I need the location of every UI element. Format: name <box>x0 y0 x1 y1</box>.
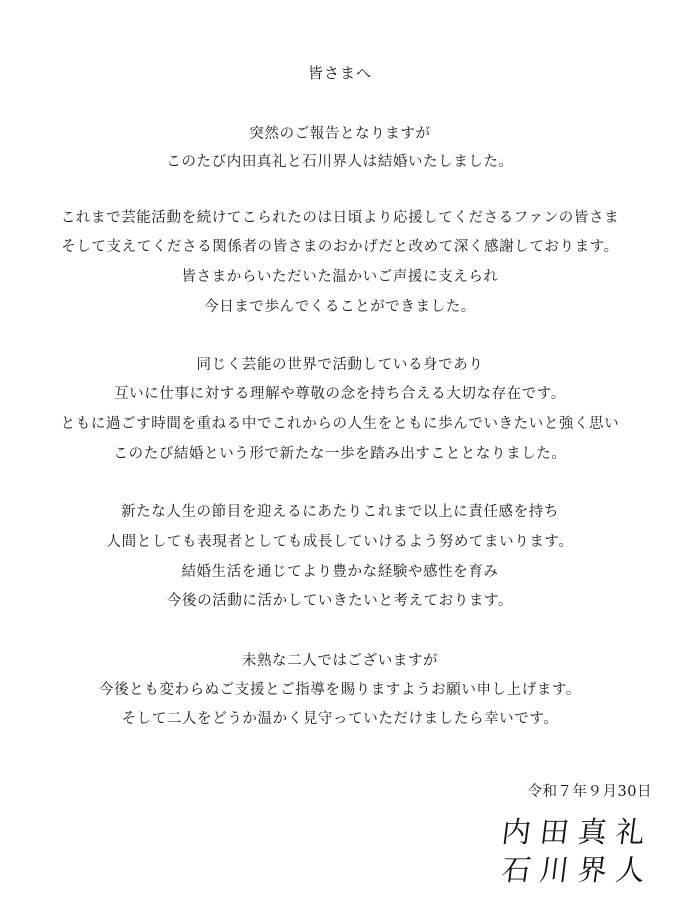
letter-line: 新たな人生の節目を迎えるにあたりこれまで以上に責任感を持ち <box>121 504 559 520</box>
letter-line: 今後とも変わらぬご支援とご指導を賜りますようお願い申し上げます。 <box>98 682 582 698</box>
letter-line: ともに過ごす時間を重ねる中でこれからの人生をともに歩んでいきたいと強く思い <box>60 416 620 432</box>
letter-line: 未熟な二人ではございますが <box>241 653 439 669</box>
letter-line: このたび内田真礼と石川界人は結婚いたしました。 <box>166 154 514 170</box>
letter-line: 互いに仕事に対する理解や尊敬の念を持ち合える大切な存在です。 <box>114 386 566 402</box>
letter-line: そして二人をどうか温かく見守っていただけましたら幸いです。 <box>121 711 559 727</box>
letter-line: 人間としても表現者としても成長していけるよう努めてまいります。 <box>106 534 574 550</box>
letter-line: これまで芸能活動を続けてこられたのは日頃より応援してくださるファンの皆さま <box>60 210 620 226</box>
letter-line: 皆さまからいただいた温かいご声援に支えられ <box>181 269 499 285</box>
letter-line: 結婚生活を通じてより豊かな経験や感性を育み <box>181 564 499 580</box>
signature-uchida: 内田真礼 <box>499 815 656 849</box>
letter-line: 今後の活動に活かしていきたいと考えております。 <box>166 593 514 609</box>
letter-line: 突然のご報告となりますが <box>249 126 431 142</box>
letter-line: そして支えてくださる関係者の皆さまのおかげだと改めて深く感謝しております。 <box>61 239 619 255</box>
letter-date: 令和７年９月30日 <box>527 784 652 800</box>
letter-line: 今日まで歩んでくることができました。 <box>204 299 476 315</box>
salutation: 皆さまへ <box>307 64 372 82</box>
signature-ishikawa: 石川界人 <box>499 853 656 887</box>
letter-line: このたび結婚という形で新たな一歩を踏み出すこととなりました。 <box>113 446 567 462</box>
letter-line: 同じく芸能の世界で活動している身であり <box>196 357 484 373</box>
